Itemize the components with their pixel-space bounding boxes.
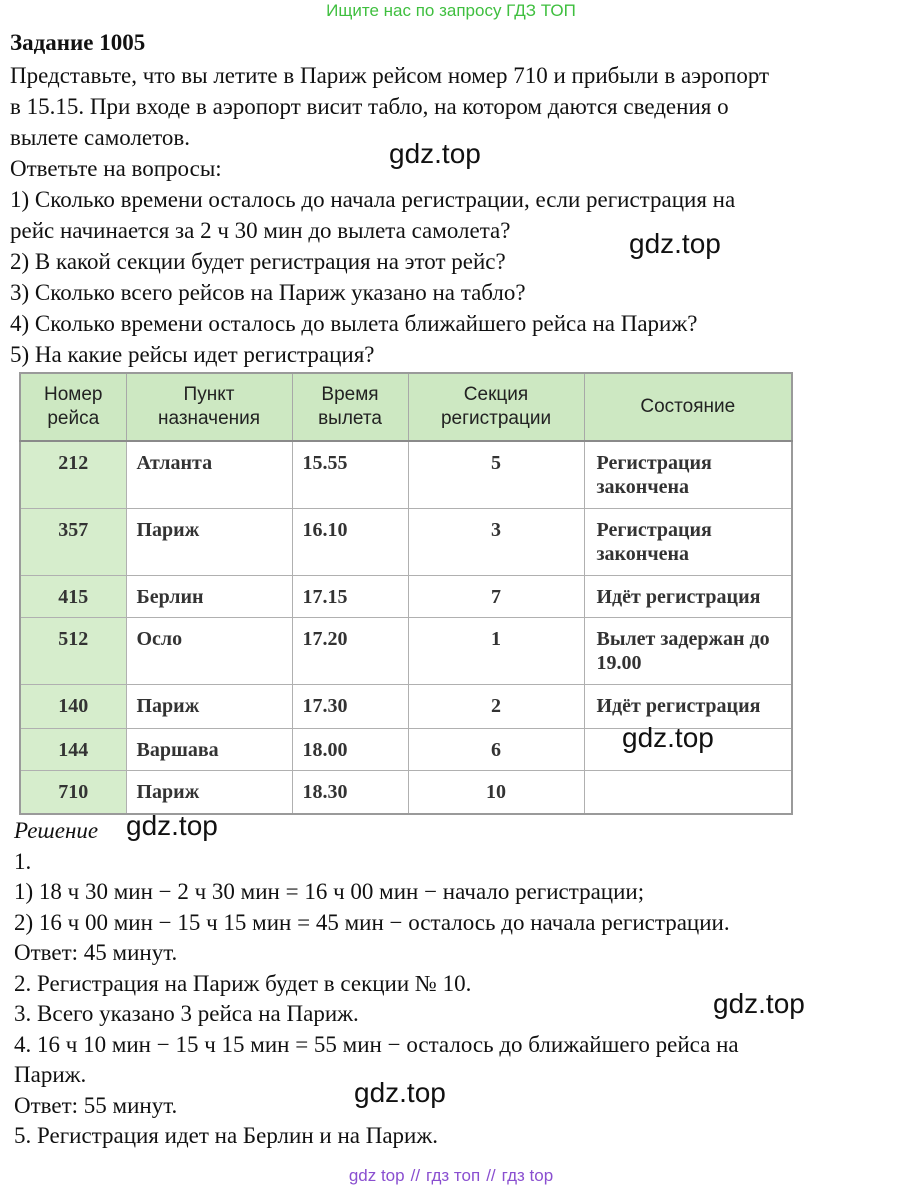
task-line: 2) В какой секции будет регистрация на этот рейс? (10, 249, 506, 274)
table-row (20, 770, 792, 814)
section: 7 (408, 575, 584, 617)
flight-number: 415 (20, 575, 126, 617)
status (584, 770, 792, 814)
task-line: вылете самолетов. (10, 125, 191, 150)
flight-number: 140 (20, 684, 126, 728)
flight-number: 212 (20, 441, 126, 508)
footer-link[interactable]: гдз top (501, 1166, 554, 1185)
solution-line: 3. Всего указано 3 рейса на Париж. (14, 1001, 359, 1026)
footer-links (0, 1166, 902, 1186)
destination: Варшава (126, 728, 292, 770)
solution-line: 5. Регистрация идет на Берлин и на Париж. (14, 1123, 438, 1148)
destination: Берлин (126, 575, 292, 617)
departure-time: 16.10 (292, 508, 408, 575)
solution-heading: Решение (14, 818, 99, 843)
watermark: gdz.top (713, 988, 805, 1019)
solution-line: 1. (14, 848, 32, 874)
table-row (20, 508, 792, 575)
watermark: gdz.top (126, 810, 218, 841)
header-section: Секция регистрации (408, 373, 584, 441)
header-flight: Номер рейса (20, 373, 126, 441)
departure-time: 15.55 (292, 441, 408, 508)
flight-number: 357 (20, 508, 126, 575)
task-line: 3) Сколько всего рейсов на Париж указано на табло? (10, 280, 526, 305)
departure-time: 18.00 (292, 728, 408, 770)
watermark: gdz.top (354, 1077, 446, 1108)
task-line: в 15.15. При входе в аэропорт висит табло, на котором даются сведения о (10, 94, 729, 119)
task-line: Ответьте на вопросы: (10, 156, 222, 181)
destination: Париж (126, 508, 292, 575)
destination: Париж (126, 684, 292, 728)
footer-link[interactable]: gdz top (348, 1166, 405, 1185)
solution-line: Париж. (14, 1062, 87, 1087)
solution-line: 2. Регистрация на Париж будет в секции № 10. (14, 970, 472, 996)
watermark: gdz.top (389, 138, 481, 169)
header-destination: Пункт назначения (126, 373, 292, 441)
departure-time: 17.30 (292, 684, 408, 728)
header-departure-time: Время вылета (292, 373, 408, 441)
destination: Париж (126, 770, 292, 814)
destination: Атланта (126, 441, 292, 508)
status: Идёт регистрация (584, 684, 792, 728)
header-status: Состояние (584, 373, 792, 441)
footer-separator: // (410, 1166, 421, 1185)
search-banner[interactable]: Ищите нас по запросу ГДЗ ТОП (326, 1, 576, 20)
solution-line: 4. 16 ч 10 мин − 15 ч 15 мин = 55 мин − осталось до ближайшего рейса на (14, 1031, 739, 1057)
section: 10 (408, 770, 584, 814)
solution-line: 1) 18 ч 30 мин − 2 ч 30 мин = 16 ч 00 мин − начало регистрации; (14, 879, 645, 904)
departure-time: 17.15 (292, 575, 408, 617)
footer-separator: // (486, 1166, 496, 1185)
task-line: 4) Сколько времени осталось до вылета ближайшего рейса на Париж? (10, 311, 698, 336)
task-line: 5) На какие рейсы идет регистрация? (10, 342, 375, 367)
section: 2 (408, 684, 584, 728)
flight-number: 144 (20, 728, 126, 770)
destination: Осло (126, 617, 292, 684)
status: Вылет задержан до 19.00 (584, 617, 792, 684)
solution (14, 816, 894, 1152)
table-row (20, 441, 792, 508)
flight-number: 710 (20, 770, 126, 814)
watermark: gdz.top (622, 722, 714, 753)
footer-link[interactable]: гдз топ (426, 1166, 481, 1185)
task-title: Задание 1005 (10, 30, 146, 55)
section: 1 (408, 617, 584, 684)
section: 3 (408, 508, 584, 575)
section: 6 (408, 728, 584, 770)
section: 5 (408, 441, 584, 508)
departure-time: 17.20 (292, 617, 408, 684)
table-header-row (20, 373, 792, 441)
solution-line: Ответ: 45 минут. (14, 940, 178, 965)
solution-line: 2) 16 ч 00 мин − 15 ч 15 мин = 45 мин − осталось до начала регистрации. (14, 909, 730, 935)
status: Регистрация закончена (584, 508, 792, 575)
task-text (10, 60, 900, 370)
table-row (20, 617, 792, 684)
task-line: Представьте, что вы летите в Париж рейсом номер 710 и прибыли в аэропорт (10, 63, 770, 88)
solution-line: Ответ: 55 минут. (14, 1092, 178, 1118)
watermark: gdz.top (629, 228, 721, 259)
status: Регистрация закончена (584, 441, 792, 508)
departure-time: 18.30 (292, 770, 408, 814)
flight-number: 512 (20, 617, 126, 684)
task-line: рейс начинается за 2 ч 30 мин до вылета самолета? (10, 218, 511, 243)
table-row (20, 575, 792, 617)
task-line: 1) Сколько времени осталось до начала регистрации, если регистрация на (10, 187, 736, 212)
status: Идёт регистрация (584, 575, 792, 617)
